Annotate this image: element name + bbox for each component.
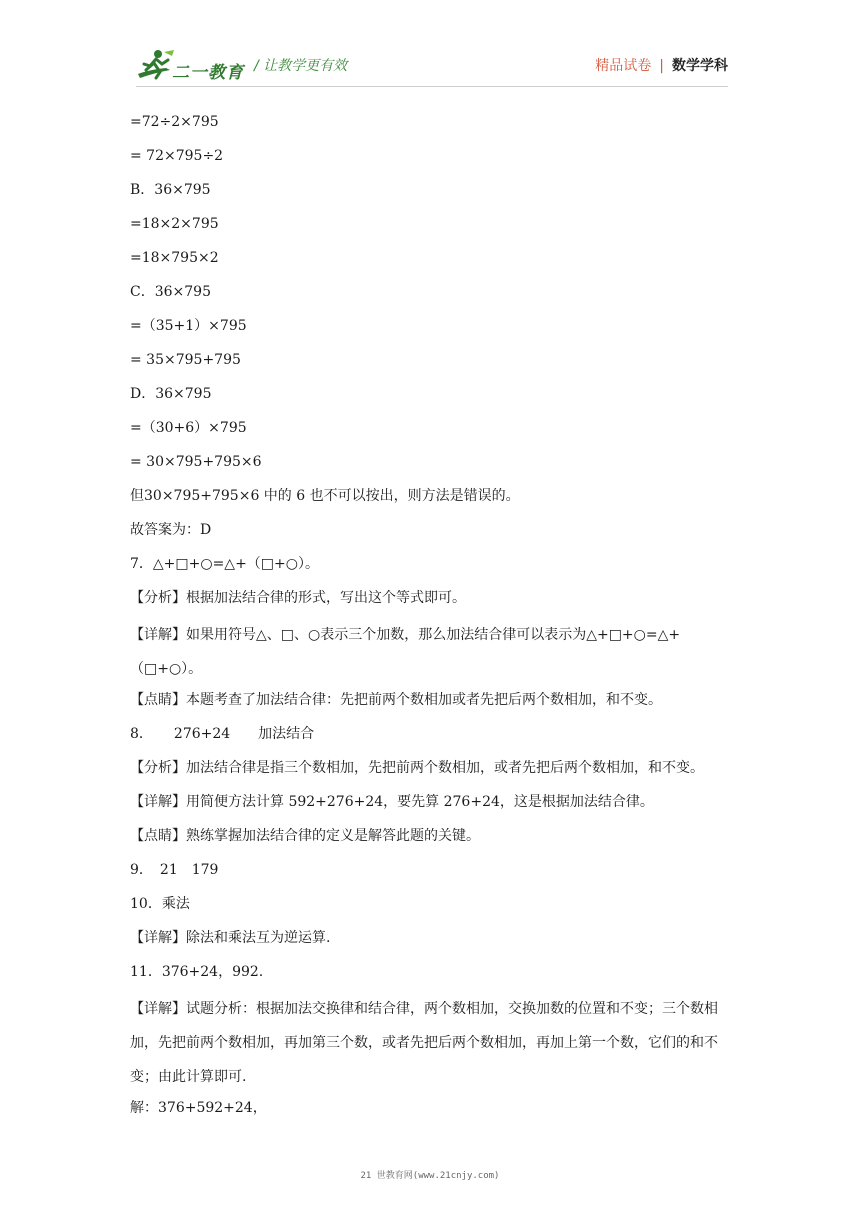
- slogan: / 让教学更有效: [254, 58, 348, 74]
- text-line: 8． 276+24 加法结合: [130, 726, 315, 742]
- text-paragraph: 【详解】如果用符号△、□、○表示三个加数，那么加法结合律可以表示为△+□+○=△+（□+○）。: [130, 627, 681, 677]
- header-divider: [136, 86, 728, 87]
- page-header: [136, 46, 728, 82]
- text-line: 【点睛】熟练掌握加法结合律的定义是解答此题的关键。: [130, 828, 480, 844]
- text-line: 解：376+592+24，: [130, 1100, 267, 1116]
- text-line: 【分析】加法结合律是指三个数相加，先把前两个数相加，或者先把后两个数相加，和不变。: [130, 760, 704, 776]
- text-line: 10．乘法: [130, 896, 190, 912]
- text-line: =（30+6）×795: [130, 420, 247, 436]
- text-line: 故答案为：D: [130, 522, 212, 538]
- text-line: =72÷2×795: [130, 114, 219, 130]
- header-label-subject: 数学学科: [672, 58, 728, 74]
- text-line: 【详解】除法和乘法互为逆运算.: [130, 930, 331, 946]
- text-line: = 72×795÷2: [130, 148, 224, 164]
- text-line: =（35+1）×795: [130, 318, 247, 334]
- document-body: [130, 108, 735, 1128]
- text-line: 【详解】用简便方法计算 592+276+24，要先算 276+24，这是根据加法结合律。: [130, 794, 654, 810]
- runner-logo-icon: [136, 48, 176, 82]
- logo: [136, 48, 248, 82]
- text-line: = 30×795+795×6: [130, 454, 262, 470]
- text-line: = 35×795+795: [130, 352, 241, 368]
- text-line: 7．△+□+○=△+（□+○）。: [130, 556, 319, 572]
- text-line: 但30×795+795×6 中的 6 也不可以按出，则方法是错误的。: [130, 488, 520, 504]
- header-separator: |: [659, 58, 664, 74]
- text-line: 【点睛】本题考查了加法结合律：先把前两个数相加或者先把后两个数相加，和不变。: [130, 692, 662, 708]
- header-label-premium: 精品试卷: [595, 58, 652, 74]
- text-line: C．36×795: [130, 284, 211, 300]
- text-line: =18×795×2: [130, 250, 219, 266]
- text-line: 11．376+24，992.: [130, 964, 264, 980]
- text-paragraph: 【详解】试题分析：根据加法交换律和结合律，两个数相加，交换加数的位置和不变；三个数相加，先把前两个数相加，再加第三个数，或者先把后两个数相加，再加上第一个数，它们的和不变；由此计算即可.: [130, 1001, 718, 1085]
- text-line: 【分析】根据加法结合律的形式，写出这个等式即可。: [130, 590, 466, 606]
- page-footer: 21 世教育网(www.21cnjy.com): [360, 1171, 500, 1181]
- text-line: D．36×795: [130, 386, 212, 402]
- text-line: B．36×795: [130, 182, 211, 198]
- brand-name: 二一教育: [172, 63, 244, 83]
- header-subject: [595, 55, 728, 75]
- text-line: 9． 21 179: [130, 862, 219, 878]
- text-line: =18×2×795: [130, 216, 219, 232]
